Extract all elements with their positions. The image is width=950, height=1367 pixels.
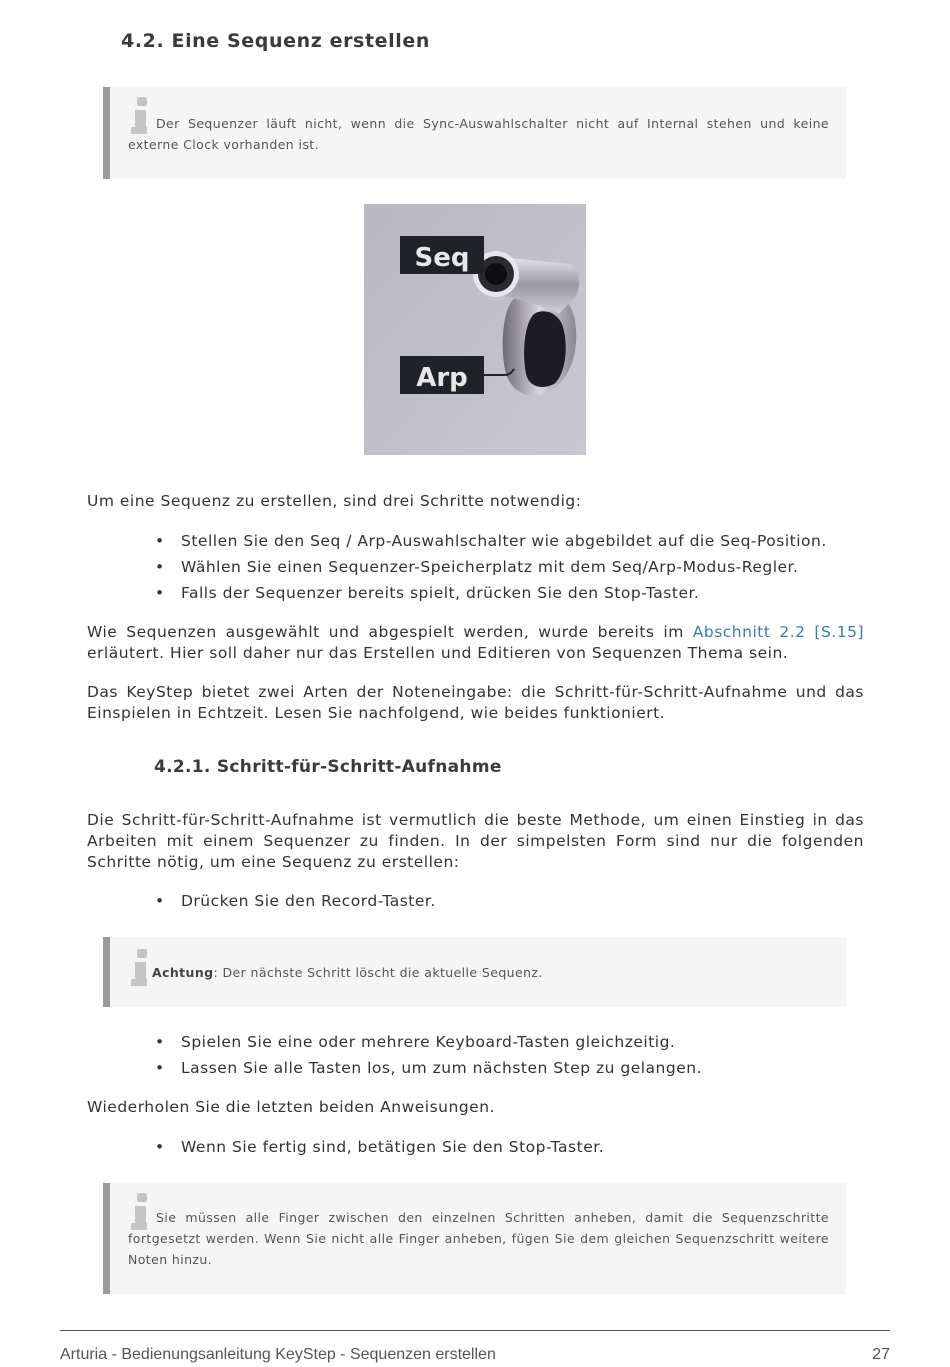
warning-note — [103, 937, 846, 1007]
subsection-heading: 4.2.1. Schritt-für-Schritt-Aufnahme — [154, 757, 502, 777]
seq-label: Seq — [414, 243, 470, 273]
step-recording-paragraph: Die Schritt-für-Schritt-Aufnahme ist vermutlich die beste Methode, um einen Einstieg in das Arbeiten mit einem Sequenzer zu finden. In der simpelsten Form sind nur die folgenden Schritte nötig, um eine Sequenz zu erstellen: — [87, 811, 864, 871]
seq-arp-switch-photo — [364, 204, 586, 455]
list-item: • Drücken Sie den Record-Taster. — [155, 892, 436, 910]
info-icon — [131, 949, 153, 989]
section-link[interactable]: Abschnitt 2.2 [S.15] — [692, 623, 864, 641]
list-item: • Stellen Sie den Seq / Arp-Auswahlschalter wie abgebildet auf die Seq-Position. — [155, 532, 827, 550]
page-number: 27 — [872, 1346, 890, 1363]
footer-divider — [60, 1330, 890, 1331]
info-note — [103, 87, 846, 179]
intro-paragraph: Um eine Sequenz zu erstellen, sind drei Schritte notwendig: — [87, 492, 582, 510]
list-item: • Wählen Sie einen Sequenzer-Speicherplatz mit dem Seq/Arp-Modus-Regler. — [155, 558, 799, 576]
arp-label: Arp — [416, 363, 468, 393]
list-item: • Wenn Sie fertig sind, betätigen Sie den Stop-Taster. — [155, 1138, 605, 1156]
repeat-paragraph: Wiederholen Sie die letzten beiden Anweisungen. — [87, 1098, 495, 1116]
info-icon — [131, 1193, 153, 1233]
info-note-text: Sie müssen alle Finger zwischen den einzelnen Schritten anheben, damit die Sequenzschritte fortgesetzt werden. Wenn Sie nicht alle Finger anheben, fügen Sie dem gleichen Sequenzschritt weitere Noten hinzu. — [128, 1210, 829, 1267]
input-methods-paragraph: Das KeyStep bietet zwei Arten der Noteneingabe: die Schritt-für-Schritt-Aufnahme und das Einspielen in Echtzeit. Lesen Sie nachfolgend, wie beides funktioniert. — [87, 683, 864, 722]
warning-note-text: Achtung: Der nächste Schritt löscht die aktuelle Sequenz. — [152, 965, 543, 980]
list-item: • Spielen Sie eine oder mehrere Keyboard-Tasten gleichzeitig. — [155, 1033, 676, 1051]
list-item: • Falls der Sequenzer bereits spielt, drücken Sie den Stop-Taster. — [155, 584, 700, 602]
info-note — [103, 1183, 846, 1294]
info-note-text: Der Sequenzer läuft nicht, wenn die Sync-Auswahlschalter nicht auf Internal stehen und keine externe Clock vorhanden ist. — [128, 116, 829, 152]
info-icon — [131, 97, 153, 137]
selection-paragraph: Wie Sequenzen ausgewählt und abgespielt werden, wurde bereits im Abschnitt 2.2 [S.15] erläutert. Hier soll daher nur das Erstellen und Editieren von Sequenzen Thema sein. — [87, 623, 864, 662]
section-heading: 4.2. Eine Sequenz erstellen — [121, 30, 430, 52]
footer-title: Arturia - Bedienungsanleitung KeyStep - Sequenzen erstellen — [60, 1346, 496, 1363]
list-item: • Lassen Sie alle Tasten los, um zum nächsten Step zu gelangen. — [155, 1059, 702, 1077]
